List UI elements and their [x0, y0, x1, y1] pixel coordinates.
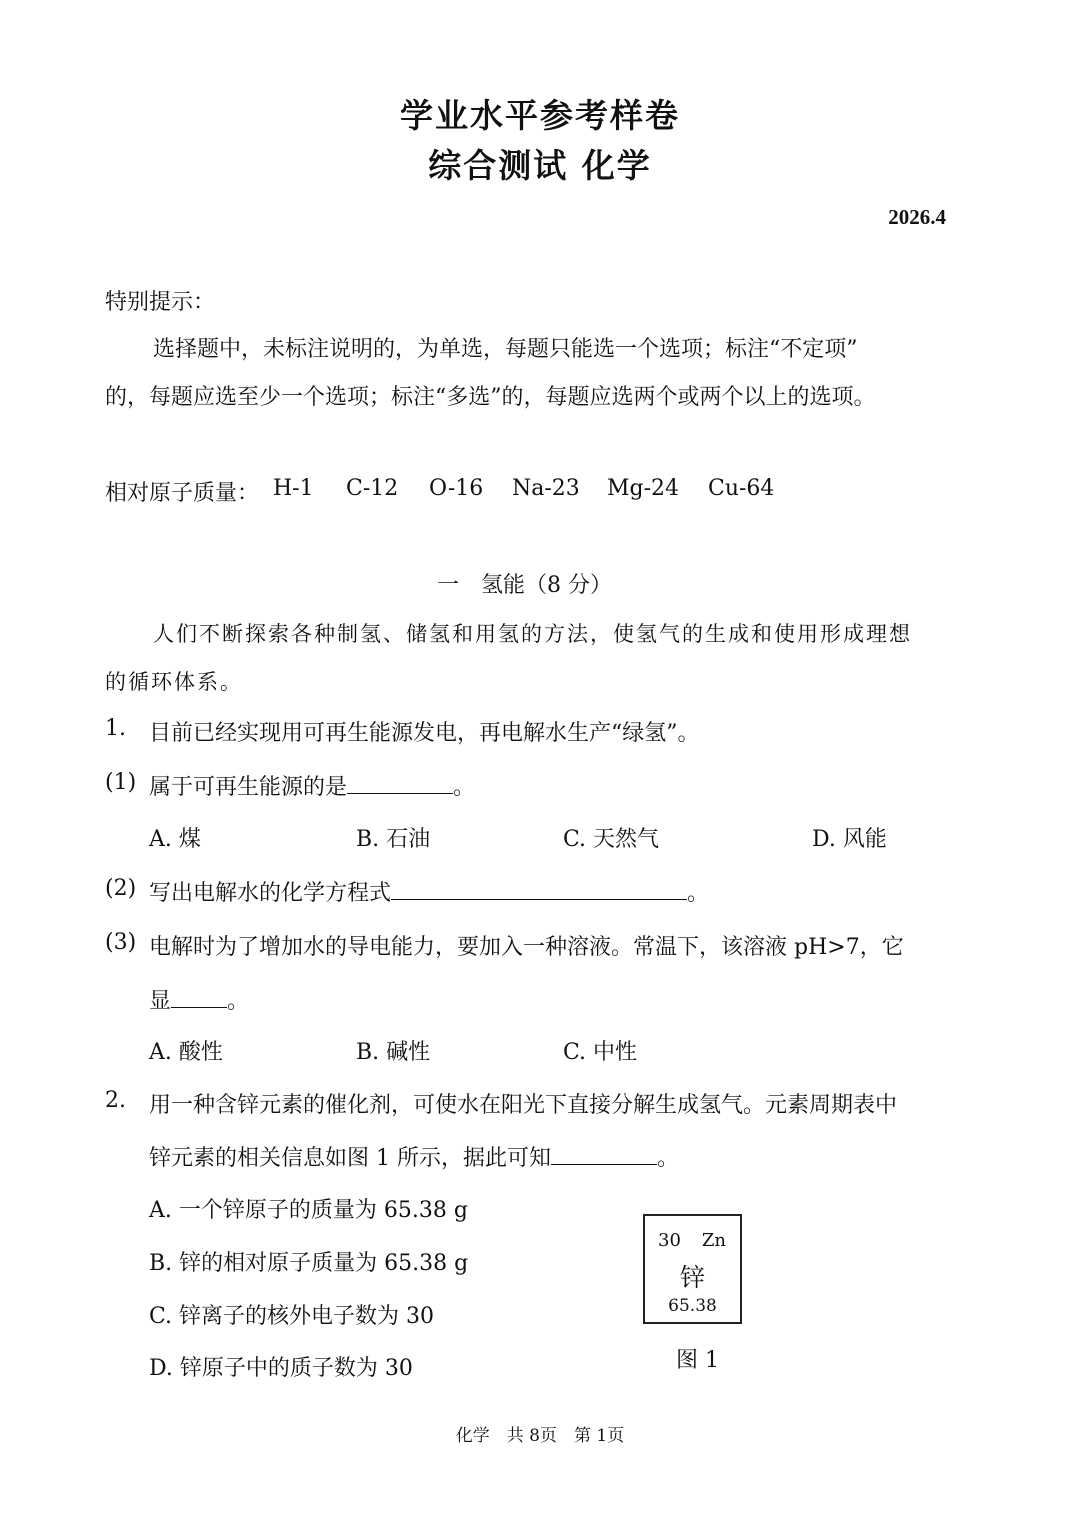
q1-3-option-c[interactable]: C. 中性 [563, 1040, 638, 1065]
q2-number: 2. [105, 1088, 126, 1113]
zinc-element-cell [643, 1214, 742, 1324]
section-intro-line-1: 人们不断探索各种制氢、储氢和用氢的方法，使氢气的生成和使用形成理想 [153, 622, 912, 646]
figure-caption: 图 1 [676, 1348, 719, 1373]
page-footer: 化学 共 8页 第 1页 [455, 1426, 625, 1446]
q1-1-option-d[interactable]: D. 风能 [812, 827, 887, 852]
q1-2-end: 。 [687, 881, 710, 906]
exam-subtitle: 综合测试 化学 [428, 146, 652, 185]
notice-heading: 特别提示： [105, 290, 216, 315]
q1-3-end: 。 [227, 989, 250, 1014]
answer-blank[interactable] [347, 771, 453, 794]
atomic-mass-na: Na-23 [512, 476, 580, 501]
q1-3-option-b[interactable]: B. 碱性 [356, 1040, 431, 1065]
q1-1-option-b[interactable]: B. 石油 [356, 827, 431, 852]
q2-stem-line-1: 用一种含锌元素的催化剂，可使水在阳光下直接分解生成氢气。元素周期表中 [149, 1093, 898, 1118]
exam-date: 2026.4 [888, 205, 946, 229]
atomic-mass-cu: Cu-64 [708, 476, 775, 501]
q1-1-end: 。 [453, 775, 476, 800]
q1-3-text: 电解时为了增加水的导电能力，要加入一种溶液。常温下，该溶液 pH>7，它 [149, 935, 904, 960]
q1-number: 1. [105, 716, 126, 741]
section-title: 一 氢能（8 分） [437, 573, 612, 598]
exam-title: 学业水平参考样卷 [400, 96, 680, 135]
q1-2-number: (2) [105, 876, 137, 901]
q1-3-number: (3) [105, 930, 137, 955]
q1-1-number: (1) [105, 770, 137, 795]
q1-2-line [149, 876, 709, 907]
q1-1-option-a[interactable]: A. 煤 [149, 827, 201, 852]
notice-line-1: 选择题中，未标注说明的，为单选，每题只能选一个选项；标注“不定项” [153, 337, 858, 362]
q1-1-line [149, 770, 475, 801]
notice-line-2: 的，每题应选至少一个选项；标注“多选”的，每题应选两个或两个以上的选项。 [105, 385, 876, 410]
q2-option-a[interactable]: A. 一个锌原子的质量为 65.38 g [149, 1198, 468, 1223]
q2-stem-text: 锌元素的相关信息如图 1 所示，据此可知 [149, 1146, 551, 1171]
answer-blank[interactable] [391, 877, 687, 900]
q1-3-option-a[interactable]: A. 酸性 [149, 1040, 223, 1065]
q1-1-option-c[interactable]: C. 天然气 [563, 827, 660, 852]
q2-option-b[interactable]: B. 锌的相对原子质量为 65.38 g [149, 1251, 469, 1276]
answer-blank[interactable] [551, 1142, 657, 1165]
q2-stem-line-2 [149, 1141, 679, 1172]
q1-3-line2 [149, 984, 249, 1015]
q1-3-text2: 显 [149, 989, 172, 1014]
element-symbol: Zn [701, 1230, 726, 1251]
atomic-mass-h: H-1 [273, 476, 314, 501]
q2-option-d[interactable]: D. 锌原子中的质子数为 30 [149, 1356, 413, 1381]
atomic-mass-o: O-16 [429, 476, 484, 501]
q2-end: 。 [657, 1146, 680, 1171]
q1-stem: 目前已经实现用可再生能源发电，再电解水生产“绿氢”。 [149, 721, 700, 746]
atomic-mass-mg: Mg-24 [607, 476, 680, 501]
atomic-mass-label: 相对原子质量： [105, 481, 260, 506]
relative-atomic-mass: 65.38 [668, 1296, 717, 1316]
q1-1-text: 属于可再生能源的是 [149, 775, 348, 800]
answer-blank[interactable] [171, 985, 227, 1008]
atomic-mass-c: C-12 [346, 476, 399, 501]
section-intro-line-2: 的循环体系。 [105, 670, 243, 694]
element-name: 锌 [679, 1263, 705, 1292]
atomic-number: 30 [658, 1230, 681, 1251]
q1-2-text: 写出电解水的化学方程式 [149, 881, 392, 906]
q2-option-c[interactable]: C. 锌离子的核外电子数为 30 [149, 1304, 435, 1329]
